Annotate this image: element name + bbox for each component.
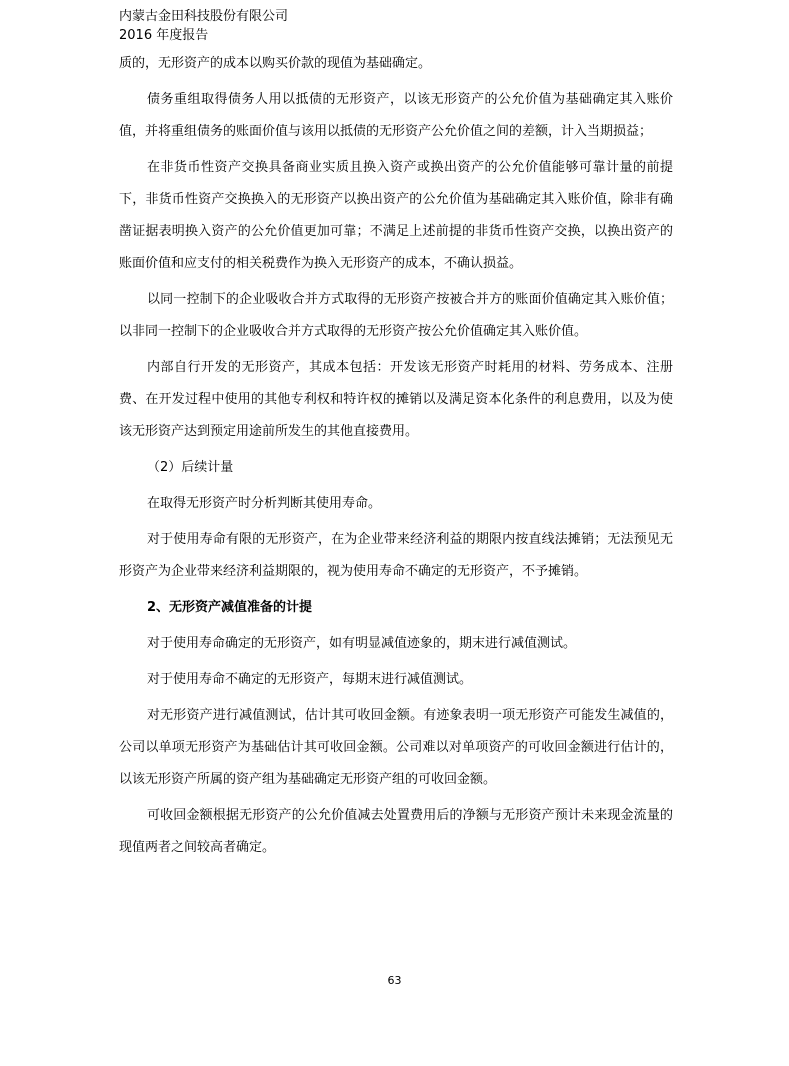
paragraph-recoverable-amount: 可收回金额根据无形资产的公允价值减去处置费用后的净额与无形资产预计未来现金流量的现值两者之间较高者确定。 xyxy=(119,808,673,855)
paragraph-useful-life: 在取得无形资产时分析判断其使用寿命。 xyxy=(147,496,382,511)
paragraph-merger: 以同一控制下的企业吸收合并方式取得的无形资产按被合并方的账面价值确定其入账价值；以非同一控制下的企业吸收合并方式取得的无形资产按公允价值确定其入账价值。 xyxy=(119,292,673,339)
paragraph-indefinite-life-test: 对于使用寿命不确定的无形资产，每期末进行减值测试。 xyxy=(147,672,473,687)
page-header xyxy=(119,7,288,45)
company-name: 内蒙古金田科技股份有限公司 xyxy=(119,9,289,24)
paragraph-finite-life-test: 对于使用寿命确定的无形资产，如有明显减值迹象的，期末进行减值测试。 xyxy=(147,636,577,651)
paragraph-impairment-test: 对无形资产进行减值测试，估计其可收回金额。有迹象表明一项无形资产可能发生减值的，公司以单项无形资产为基础估计其可收回金额。公司难以对单项资产的可收回金额进行估计的，以该无形资产所属的资产组为基础确定无形资产组的可收回金额。 xyxy=(119,708,673,787)
page-number: 63 xyxy=(387,974,402,987)
paragraph-continuation: 质的，无形资产的成本以购买价款的现值为基础确定。 xyxy=(119,56,432,71)
subheading-subsequent-measurement: （2）后续计量 xyxy=(147,460,234,475)
paragraph-internal-development: 内部自行开发的无形资产，其成本包括：开发该无形资产时耗用的材料、劳务成本、注册费、在开发过程中使用的其他专利权和特许权的摊销以及满足资本化条件的利息费用，以及为使该无形资产达到预定用途前所发生的其他直接费用。 xyxy=(119,360,673,439)
paragraph-amortization: 对于使用寿命有限的无形资产，在为企业带来经济利益的期限内按直线法摊销；无法预见无形资产为企业带来经济利益期限的，视为使用寿命不确定的无形资产，不予摊销。 xyxy=(119,532,673,579)
report-title: 2016 年度报告 xyxy=(119,28,209,43)
paragraph-debt-restructuring: 债务重组取得债务人用以抵债的无形资产，以该无形资产的公允价值为基础确定其入账价值，并将重组债务的账面价值与该用以抵债的无形资产公允价值之间的差额，计入当期损益； xyxy=(119,92,673,139)
document-body xyxy=(119,48,673,864)
section-heading: 2、无形资产减值准备的计提 xyxy=(147,600,313,615)
paragraph-non-monetary-exchange: 在非货币性资产交换具备商业实质且换入资产或换出资产的公允价值能够可靠计量的前提下，非货币性资产交换换入的无形资产以换出资产的公允价值为基础确定其入账价值，除非有确凿证据表明换入资产的公允价值更加可靠；不满足上述前提的非货币性资产交换，以换出资产的账面价值和应支付的相关税费作为换入无形资产的成本，不确认损益。 xyxy=(119,160,673,271)
